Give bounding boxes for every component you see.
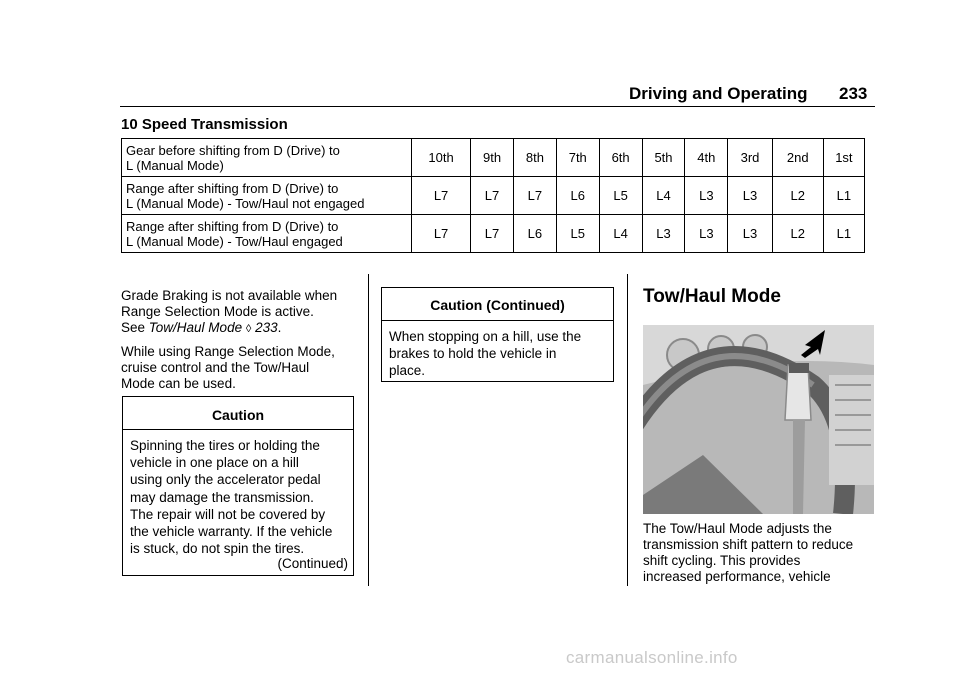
caution-continued-title: Caution (Continued) (430, 297, 565, 313)
para2-line: cruise control and the Tow/Haul (121, 360, 310, 375)
transmission-table (121, 138, 865, 253)
page-ref-arrow-icon: ◊ (245, 323, 252, 335)
table-cell: 7th (556, 139, 599, 177)
caution-line: the vehicle warranty. If the vehicle (130, 524, 333, 540)
caution-line: vehicle in one place on a hill (130, 455, 299, 471)
column-divider (627, 274, 628, 586)
body-line: increased performance, vehicle (643, 569, 831, 584)
caution-line: brakes to hold the vehicle in (389, 346, 557, 361)
para2-line: While using Range Selection Mode, (121, 344, 335, 359)
table-cell: L4 (599, 215, 642, 253)
see-prefix: See (121, 320, 149, 335)
page-number: 233 (839, 84, 868, 103)
tow-haul-body (643, 521, 883, 585)
table-cell: 5th (642, 139, 685, 177)
para2-line: Mode can be used. (121, 376, 236, 391)
table-cell: L3 (685, 215, 728, 253)
table-cell: 1st (823, 139, 864, 177)
row-label (122, 177, 412, 215)
section-title: 10 Speed Transmission (121, 116, 288, 133)
table-cell: L5 (599, 177, 642, 215)
row-label (122, 215, 412, 253)
caution-title: Caution (211, 407, 265, 423)
table-cell: 2nd (772, 139, 823, 177)
table-cell: 6th (599, 139, 642, 177)
table-cell: 9th (471, 139, 514, 177)
column-divider (368, 274, 369, 586)
table-cell: L5 (556, 215, 599, 253)
row-label-line: L (Manual Mode) - Tow/Haul engaged (126, 233, 343, 249)
page-ref-number[interactable]: 233 (255, 320, 278, 335)
table-cell: L6 (513, 215, 556, 253)
caution-body (382, 321, 613, 379)
caution-line: place. (389, 363, 426, 378)
table-cell: L4 (642, 177, 685, 215)
row-label-line: Range after shifting from D (Drive) to (126, 180, 339, 196)
table-cell: 4th (685, 139, 728, 177)
table-row (122, 215, 865, 253)
row-label-line: Gear before shifting from D (Drive) to (126, 142, 340, 158)
table-cell: L2 (772, 215, 823, 253)
caution-body (123, 430, 353, 557)
table-cell: L1 (823, 177, 864, 215)
caution-line: using only the accelerator pedal (130, 472, 321, 488)
table-cell: L2 (772, 177, 823, 215)
table-cell: L7 (471, 215, 514, 253)
table-cell: 10th (412, 139, 471, 177)
caution-line: When stopping on a hill, use the (389, 329, 582, 344)
page-header-title: Driving and Operating (629, 84, 808, 103)
header-rule (120, 106, 875, 107)
row-label-line: Range after shifting from D (Drive) to (126, 218, 339, 234)
range-selection-paragraph (121, 344, 361, 392)
table-cell: L7 (513, 177, 556, 215)
caution-line: is stuck, do not spin the tires. (130, 541, 305, 557)
caution-box (122, 396, 354, 576)
shift-lever-photo-icon (643, 325, 874, 514)
caution-continued-box (381, 287, 614, 382)
table-cell: L3 (728, 177, 772, 215)
caution-line: The repair will not be covered by (130, 506, 326, 522)
table-cell: L7 (412, 215, 471, 253)
table-cell: L3 (728, 215, 772, 253)
table-cell: 3rd (728, 139, 772, 177)
table-cell: L3 (685, 177, 728, 215)
table-cell: L7 (471, 177, 514, 215)
para1-line: Range Selection Mode is active. (121, 304, 314, 319)
caution-line: Spinning the tires or holding the (130, 438, 320, 453)
shift-lever-illustration (643, 325, 874, 514)
grade-braking-paragraph: Grade Braking is not available when Range Selection Mode is active. See Tow/Haul Mode ◊ 233. (121, 288, 338, 335)
row-label (122, 139, 412, 177)
row-label-line: L (Manual Mode) - Tow/Haul not engaged (126, 195, 365, 211)
table-cell: L7 (412, 177, 471, 215)
table-cell: 8th (513, 139, 556, 177)
body-line: The Tow/Haul Mode adjusts the (643, 521, 832, 536)
left-column (121, 288, 361, 392)
watermark: carmanualsonline.info (566, 648, 738, 667)
table-row (122, 177, 865, 215)
table-cell: L6 (556, 177, 599, 215)
table-row (122, 139, 865, 177)
tow-haul-mode-link[interactable]: Tow/Haul Mode (148, 320, 243, 335)
body-line: transmission shift pattern to reduce (643, 537, 854, 552)
table-cell: L1 (823, 215, 864, 253)
body-line: shift cycling. This provides (643, 553, 801, 568)
caution-continued: (Continued) (277, 556, 348, 571)
table-cell: L3 (642, 215, 685, 253)
caution-line: may damage the transmission. (130, 489, 314, 505)
row-label-line: L (Manual Mode) (126, 157, 224, 173)
tow-haul-heading: Tow/Haul Mode (643, 286, 781, 307)
para1-line: Grade Braking is not available when (121, 288, 338, 303)
